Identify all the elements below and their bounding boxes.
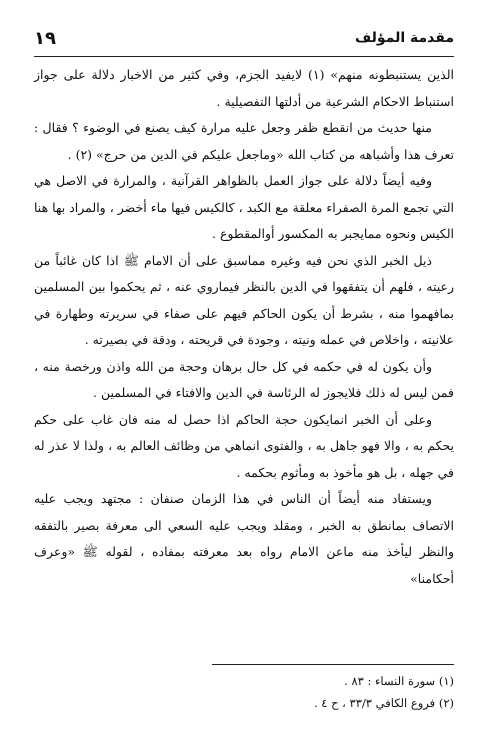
page-number: ١٩ [34,28,56,49]
paragraph: الذين يستنبطونه منهم» (١) لايفيد الجزم، وفي كثير من الاخبار دلالة على جواز استنباط الاحكام الشرعية من أدلتها التفصيلية . [34,67,454,109]
footnote: (١) سورة النساء : ٨٣ . [344,674,454,688]
paragraph: وعلى أن الخبر انمايكون حجة الحاكم اذا حصل له منه فان غاب على حكم يحكم به ، والا فهو جاهل به ، والفتوى انماهي من وظائف العالم به ، ولذا لا عذر له في جهله ، بل هو مأخوذ به ومأثوم بحكمه . [34,411,454,480]
running-header [34,30,454,56]
chapter-title: مقدمة المؤلف [354,30,454,46]
paragraph: وأن يكون له في حكمه في كل حال برهان وحجة من الله واذن ورخصة منه ، فمن ليس له ذلك فلايجوز له الرئاسة في الدين والافتاء في المسلمين . [34,358,454,400]
paragraph: ويستفاد منه أيضاً أن الناس في هذا الزمان صنفان : مجتهد ويجب عليه الاتصاف بمانطق به الخبر ، ومقلد ويجب عليه السعي الى معرفة بصير بالتفقه والنظر ليأخذ منه ماعن الامام رواه بعد معرفته بمفاده ، لقوله ﷺ «وعرف أحكامنا» [34,491,454,586]
paragraph: منها حديث من انقطع ظفر وجعل عليه مرارة كيف يصنع في الوضوء ؟ فقال : تعرف هذا وأشباهه من كتاب الله «وماجعل عليكم في الدين من حرج» (٢) . [34,120,454,162]
paragraph: وفيه أيضاً دلالة على جواز العمل بالظواهر القرآنية ، والمرارة في الاصل هي التي تجمع المرة الصفراء معلقة مع الكبد ، كالكيس فيها ماء أخضر ، والمراد بها هنا الكيس ونحوه ممايجبر به المكسور أوالمقطوع . [34,173,454,241]
header-divider [34,56,454,57]
footnotes [34,670,454,714]
paragraph: ذيل الخبر الذي نحن فيه وغيره مماسبق على أن الامام ﷺ اذا كان غائباً من رعيته ، فلهم أن يتفقهوا في الدين بالنظر فيماروي عنه ، ثم يحكموا بين المسلمين بمافهموا منه ، بشرط أن يكون الحاكم فيهم على صفاء في سريرته وطهارة في علانيته ، واخلاص في عمله ونيته ، وجودة في قريحته ، ودقة في بصيرته . [34,252,454,347]
main-text [34,62,454,592]
footnote-divider [212,664,454,665]
footnote: (٢) فروع الكافي ٣٣/٣ ، ح ٤ . [313,696,454,710]
